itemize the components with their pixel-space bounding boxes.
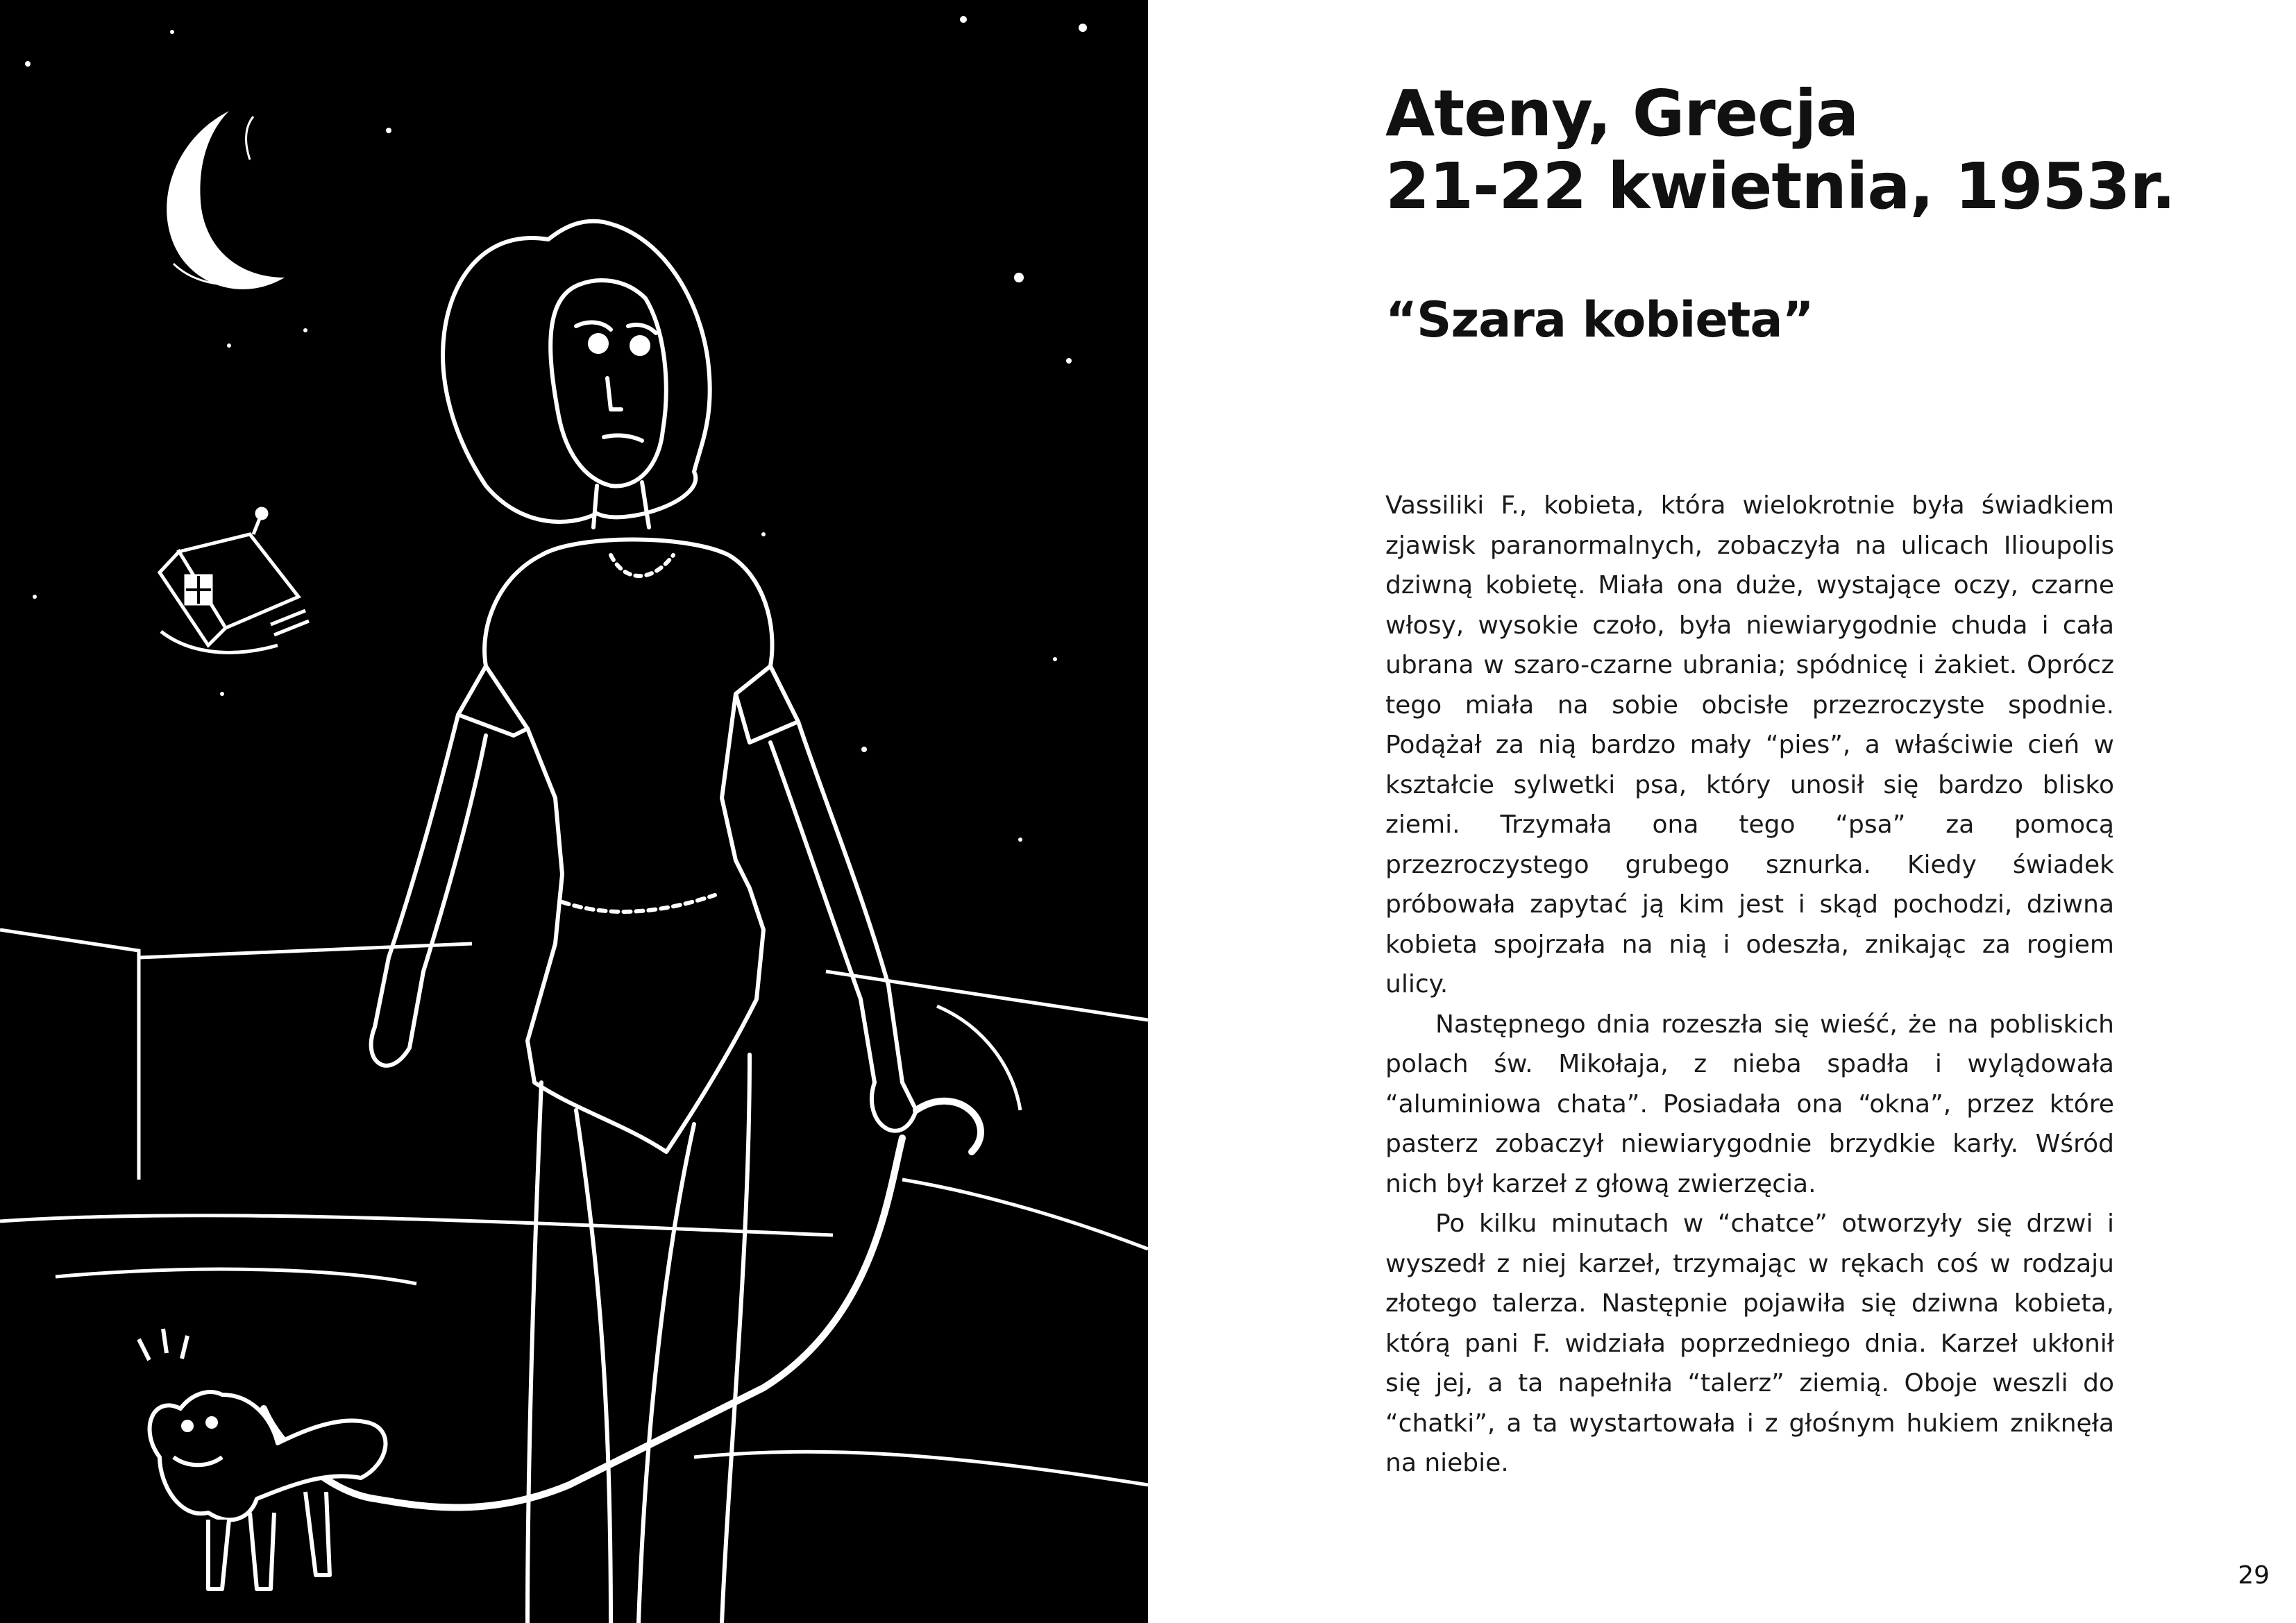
page-title bbox=[1385, 78, 2175, 223]
story-subtitle: “Szara kobieta” bbox=[1385, 291, 1814, 348]
page-number: 29 bbox=[2238, 1561, 2270, 1590]
title-date: 21-22 kwietnia, 1953r. bbox=[1385, 148, 2175, 223]
story-body bbox=[1385, 486, 2114, 1484]
paragraph: Następnego dnia rozeszła się wieść, że na pobliskich polach św. Mikołaja, z nieba spadła i wylądowała “aluminiowa chata”. Posiadała ona “okna”, przez które pasterz zobaczył niewiarygodnie brzydkie karły. Wśród nich był karzeł z głową zwierzęcia. bbox=[1385, 1010, 2114, 1198]
title-location: Ateny, Grecja bbox=[1385, 76, 1859, 151]
paragraph: Po kilku minutach w “chatce” otworzyły się drzwi i wyszedł z niej karzeł, trzymając w rękach coś w rodzaju złotego talerza. Następnie pojawiła się dziwna kobieta, którą pani F. widziała poprzedniego dnia. Karzeł ukłonił się jej, a ta napełniła “talerz” ziemią. Oboje weszli do “chatki”, a ta wystartowała i z głośnym hukiem zniknęła na niebie. bbox=[1385, 1209, 2114, 1477]
text-page bbox=[1148, 0, 2296, 1623]
paragraph: Vassiliki F., kobieta, która wielokrotnie była świadkiem zjawisk paranormalnych, zobaczyła na ulicach Ilioupolis dziwną kobietę. Miała ona duże, wystające oczy, czarne włosy, wysokie czoło, była niewiarygodnie chuda i cała ubrana w szaro-czarne ubrania; spódnicę i żakiet. Oprócz tego miała na sobie obcisłe przezroczyste spodnie. Podążał za nią bardzo mały “pies”, a właściwie cień w kształcie sylwetki psa, który unosił się bardzo blisko ziemi. Trzymała ona tego “psa” za pomocą przezroczystego grubego sznurka. Kiedy świadek próbowała zapytać ją kim jest i skąd pochodzi, dziwna kobieta spojrzała na nią i odeszła, znikając za rogiem ulicy. bbox=[1385, 491, 2114, 999]
